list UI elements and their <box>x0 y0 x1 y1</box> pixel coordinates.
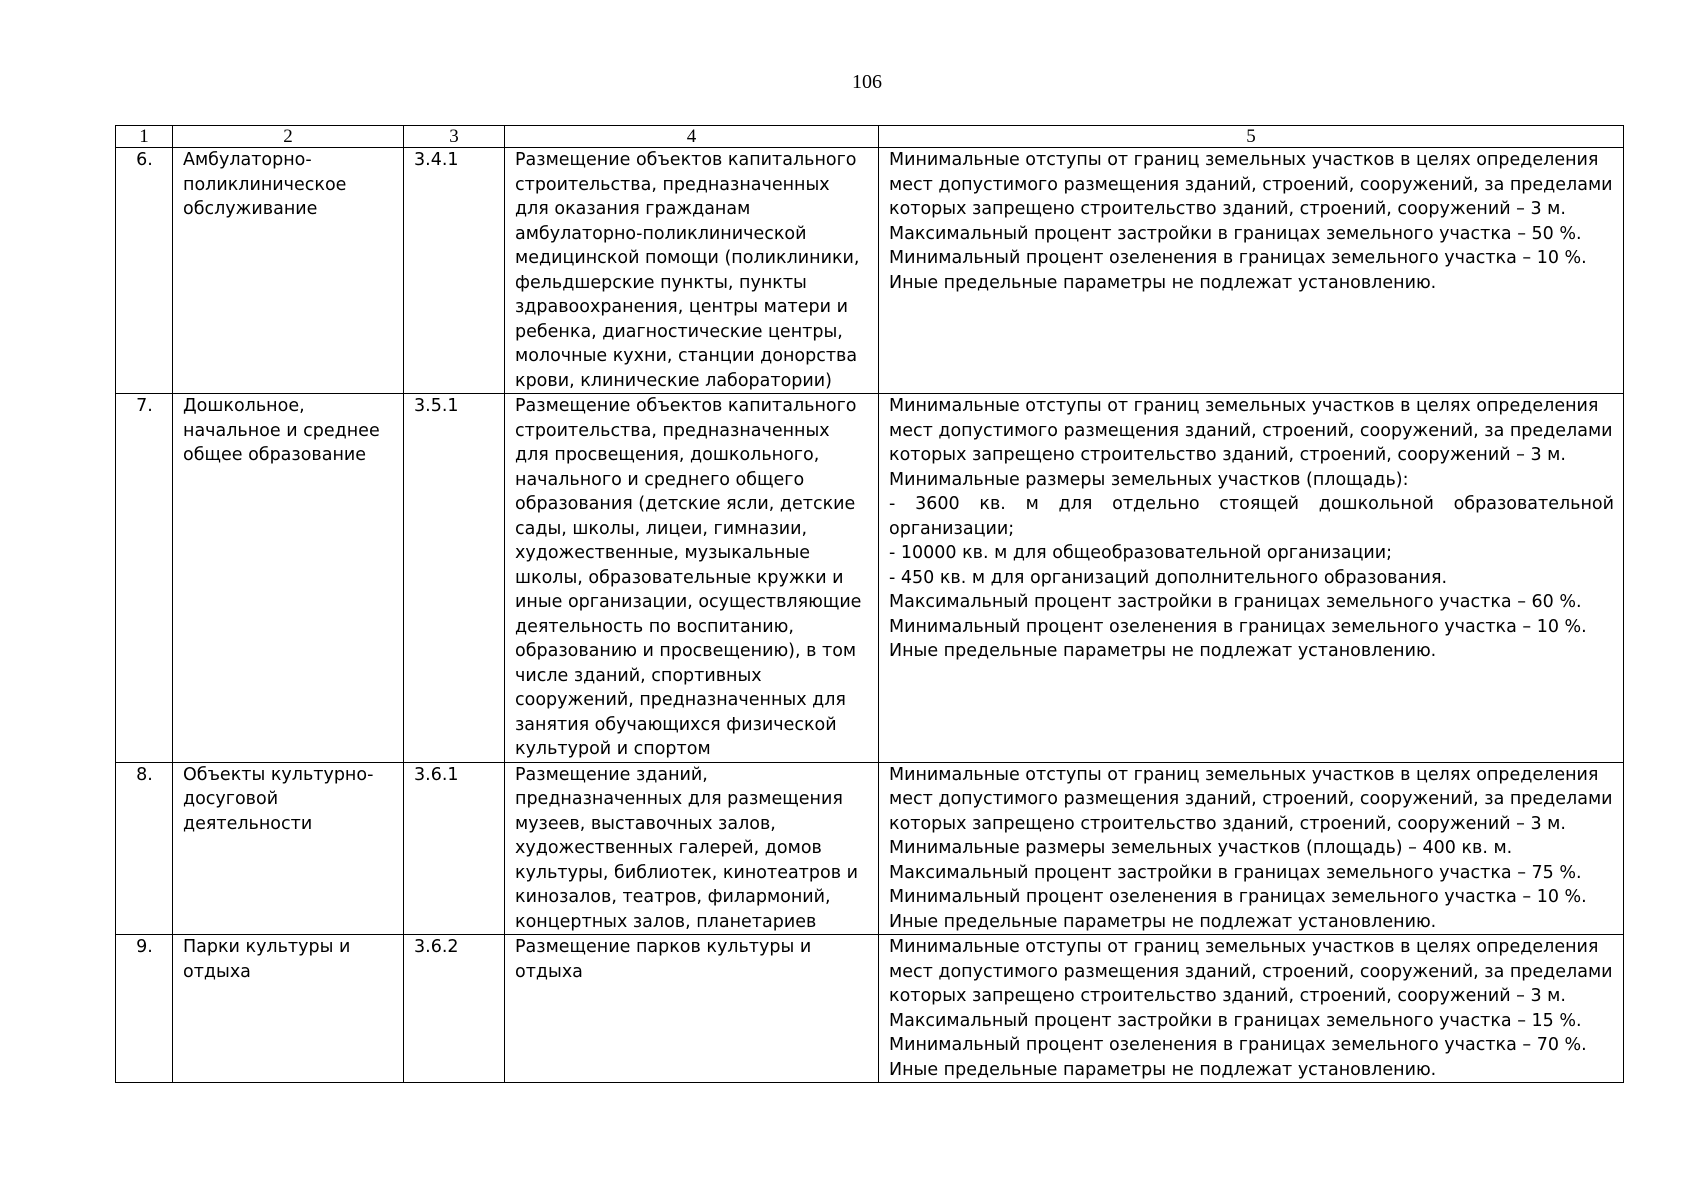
parameter-line: Минимальный процент озеленения в границах земельного участка – 70 %. <box>889 1035 1587 1055</box>
parameter-line: Иные предельные параметры не подлежат установлению. <box>889 1059 1437 1080</box>
use-type-description: Размещение зданий, предназначенных для размещения музеев, выставочных залов, художественных галерей, домов культуры, библиотек, кинотеатров и кинозалов, театров, филармоний, концертных залов, планетариев <box>505 762 879 935</box>
use-type-code: 3.6.2 <box>404 935 505 1083</box>
use-type-description: Размещение парков культуры и отдыха <box>505 935 879 1083</box>
limit-parameters <box>879 148 1624 394</box>
use-type-name: Парки культуры и отдыха <box>173 935 404 1083</box>
column-header: 5 <box>879 126 1624 148</box>
row-number: 7. <box>116 394 173 763</box>
limit-parameters <box>879 394 1624 763</box>
parameter-line: Иные предельные параметры не подлежат установлению. <box>889 911 1437 932</box>
parameter-line: Максимальный процент застройки в границах земельного участка – 50 %. <box>889 223 1582 244</box>
parameter-line: Иные предельные параметры не подлежат установлению. <box>889 272 1437 293</box>
parameter-line: Минимальный процент озеленения в границах земельного участка – 10 %. <box>889 887 1587 907</box>
column-header: 4 <box>505 126 879 148</box>
parameter-line: Иные предельные параметры не подлежат установлению. <box>889 641 1437 661</box>
table-row <box>116 935 1624 1083</box>
limit-parameters <box>879 935 1624 1083</box>
parameter-line: Минимальные отступы от границ земельных участков в целях определения мест допустимого размещения зданий, строений, сооружений, за пределами которых запрещено строительство зданий, строений, сооружений – 3 м. <box>889 764 1613 834</box>
table-header-row <box>116 126 1624 148</box>
use-type-code: 3.5.1 <box>404 394 505 763</box>
row-number: 9. <box>116 935 173 1083</box>
column-header: 3 <box>404 126 505 148</box>
use-type-name: Амбулаторно-поликлиническое обслуживание <box>173 148 404 394</box>
use-type-description: Размещение объектов капитального строительства, предназначенных для просвещения, дошкольного, начального и среднего общего образования (детские ясли, детские сады, школы, лицеи, гимназии, художественные, музыкальные школы, образовательные кружки и иные организации, осуществляющие деятельность по воспитанию, образованию и просвещению), в том числе зданий, спортивных сооружений, предназначенных для занятия обучающихся физической культурой и спортом <box>505 394 879 763</box>
row-number: 6. <box>116 148 173 394</box>
parameter-line: Минимальные размеры земельных участков (площадь) – 400 кв. м. <box>889 838 1513 858</box>
row-number: 8. <box>116 762 173 935</box>
use-type-code: 3.6.1 <box>404 762 505 935</box>
parameter-line: - 10000 кв. м для общеобразовательной организации; <box>889 543 1393 563</box>
column-header: 1 <box>116 126 173 148</box>
parameter-line: Максимальный процент застройки в границах земельного участка – 60 %. <box>889 592 1582 612</box>
parameter-line: Максимальный процент застройки в границах земельного участка – 15 %. <box>889 1010 1582 1031</box>
table-row <box>116 394 1624 763</box>
use-type-description: Размещение объектов капитального строительства, предназначенных для оказания гражданам амбулаторно-поликлинической медицинской помощи (поликлиники, фельдшерские пункты, пункты здравоохранения, центры матери и ребенка, диагностические центры, молочные кухни, станции донорства крови, клинические лаборатории) <box>505 148 879 394</box>
table-row <box>116 762 1624 935</box>
parameter-line: - 450 кв. м для организаций дополнительного образования. <box>889 567 1448 588</box>
parameter-line: Минимальные отступы от границ земельных участков в целях определения мест допустимого размещения зданий, строений, сооружений, за пределами которых запрещено строительство зданий, строений, сооружений – 3 м. <box>889 396 1613 465</box>
parameter-line: Минимальный процент озеленения в границах земельного участка – 10 %. <box>889 616 1587 637</box>
parameter-line: Максимальный процент застройки в границах земельного участка – 75 %. <box>889 862 1582 883</box>
parameter-line: Минимальный процент озеленения в границах земельного участка – 10 %. <box>889 248 1587 268</box>
limit-parameters <box>879 762 1624 935</box>
use-type-name: Объекты культурно-досуговой деятельности <box>173 762 404 935</box>
zoning-parameters-table <box>115 125 1624 1083</box>
table-row <box>116 148 1624 394</box>
use-type-code: 3.4.1 <box>404 148 505 394</box>
use-type-name: Дошкольное, начальное и среднее общее образование <box>173 394 404 763</box>
parameter-line: Минимальные отступы от границ земельных участков в целях определения мест допустимого размещения зданий, строений, сооружений, за пределами которых запрещено строительство зданий, строений, сооружений – 3 м. <box>889 937 1613 1006</box>
page-number: 106 <box>852 71 882 93</box>
column-header: 2 <box>173 126 404 148</box>
parameter-line: - 3600 кв. м для отдельно стоящей дошкольной образовательной организации; <box>889 494 1614 539</box>
parameter-line: Минимальные отступы от границ земельных участков в целях определения мест допустимого размещения зданий, строений, сооружений, за пределами которых запрещено строительство зданий, строений, сооружений – 3 м. <box>889 150 1613 219</box>
parameter-line: Минимальные размеры земельных участков (площадь): <box>889 469 1409 490</box>
